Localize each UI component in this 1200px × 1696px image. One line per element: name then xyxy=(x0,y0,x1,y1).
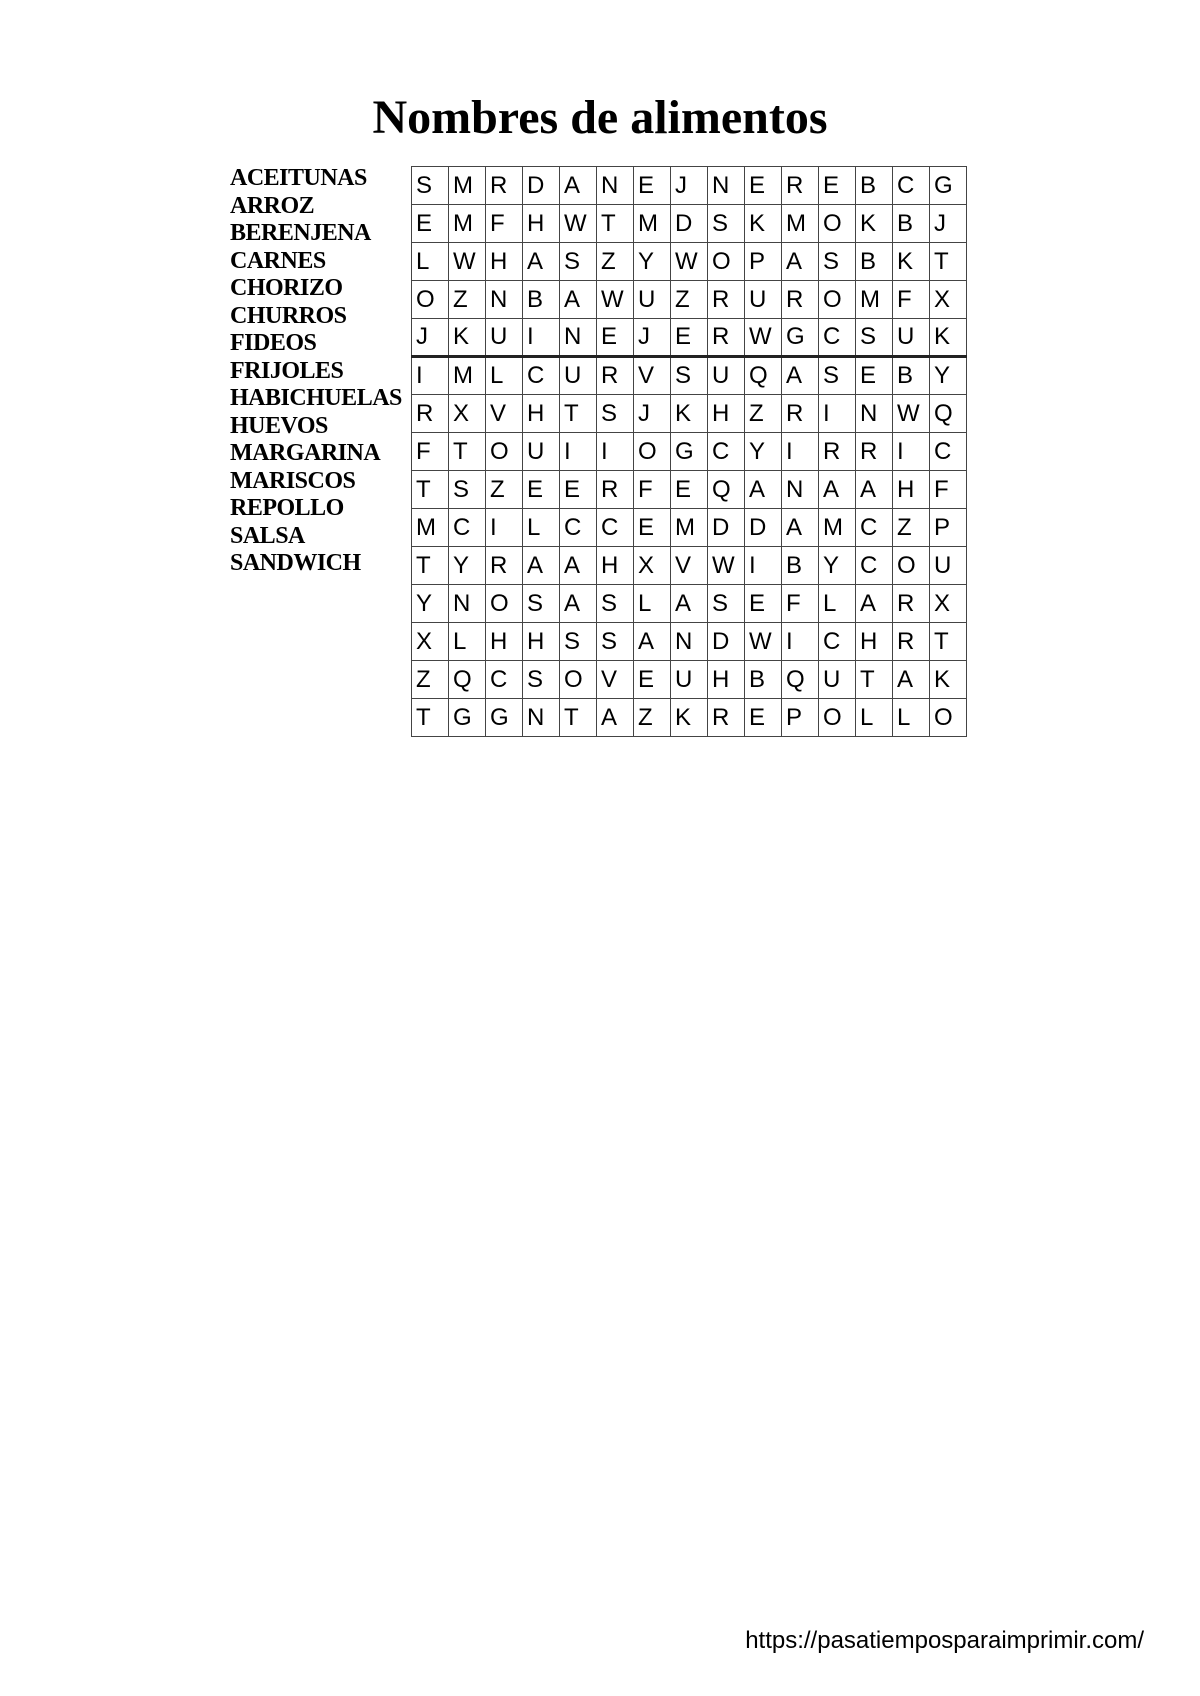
grid-cell[interactable]: M xyxy=(449,357,486,395)
grid-cell[interactable]: V xyxy=(671,547,708,585)
grid-cell[interactable]: S xyxy=(560,243,597,281)
grid-cell[interactable]: L xyxy=(893,699,930,737)
grid-cell[interactable]: E xyxy=(560,471,597,509)
grid-cell[interactable]: R xyxy=(893,623,930,661)
grid-cell[interactable]: L xyxy=(486,357,523,395)
grid-cell[interactable]: C xyxy=(597,509,634,547)
grid-row xyxy=(412,699,967,737)
grid-cell[interactable]: Y xyxy=(449,547,486,585)
grid-cell[interactable]: O xyxy=(930,699,967,737)
grid-cell[interactable]: U xyxy=(634,281,671,319)
grid-row xyxy=(412,243,967,281)
grid-cell[interactable]: W xyxy=(671,243,708,281)
grid-cell[interactable]: N xyxy=(782,471,819,509)
grid-cell[interactable]: R xyxy=(782,281,819,319)
grid-cell[interactable]: I xyxy=(782,623,819,661)
grid-cell[interactable]: L xyxy=(449,623,486,661)
grid-cell[interactable]: V xyxy=(597,661,634,699)
grid-cell[interactable]: N xyxy=(486,281,523,319)
grid-cell[interactable]: X xyxy=(449,395,486,433)
grid-cell[interactable]: J xyxy=(634,395,671,433)
grid-cell[interactable]: A xyxy=(782,357,819,395)
grid-cell[interactable]: S xyxy=(412,167,449,205)
grid-cell[interactable]: B xyxy=(856,243,893,281)
word-list-item: REPOLLO xyxy=(230,495,344,521)
grid-cell[interactable]: E xyxy=(745,167,782,205)
grid-cell[interactable]: A xyxy=(782,509,819,547)
grid-cell[interactable]: I xyxy=(597,433,634,471)
grid-cell[interactable]: X xyxy=(930,585,967,623)
grid-cell[interactable]: I xyxy=(560,433,597,471)
grid-cell[interactable]: E xyxy=(745,585,782,623)
grid-cell[interactable]: A xyxy=(782,243,819,281)
grid-row xyxy=(412,167,967,205)
grid-cell[interactable]: T xyxy=(412,471,449,509)
grid-cell[interactable]: K xyxy=(930,661,967,699)
grid-cell[interactable]: S xyxy=(819,357,856,395)
grid-cell[interactable]: Y xyxy=(634,243,671,281)
word-list-item: CHORIZO xyxy=(230,275,343,301)
grid-cell[interactable]: K xyxy=(745,205,782,243)
grid-row xyxy=(412,547,967,585)
grid-cell[interactable]: E xyxy=(597,319,634,357)
grid-cell[interactable]: T xyxy=(597,205,634,243)
grid-cell[interactable]: M xyxy=(449,205,486,243)
grid-cell[interactable]: V xyxy=(634,357,671,395)
grid-cell[interactable]: C xyxy=(856,547,893,585)
grid-cell[interactable]: T xyxy=(560,699,597,737)
grid-cell[interactable]: O xyxy=(708,243,745,281)
grid-cell[interactable]: B xyxy=(745,661,782,699)
grid-cell[interactable]: Z xyxy=(745,395,782,433)
grid-row xyxy=(412,319,967,357)
grid-cell[interactable]: N xyxy=(856,395,893,433)
grid-cell[interactable]: A xyxy=(523,547,560,585)
grid-cell[interactable]: S xyxy=(597,395,634,433)
grid-row xyxy=(412,433,967,471)
grid-cell[interactable]: A xyxy=(893,661,930,699)
grid-cell[interactable]: T xyxy=(560,395,597,433)
grid-cell[interactable]: W xyxy=(597,281,634,319)
grid-cell[interactable]: J xyxy=(412,319,449,357)
word-list-item: HABICHUELAS xyxy=(230,385,402,411)
grid-cell[interactable]: A xyxy=(597,699,634,737)
grid-cell[interactable]: K xyxy=(856,205,893,243)
grid-cell[interactable]: M xyxy=(412,509,449,547)
grid-cell[interactable]: R xyxy=(412,395,449,433)
grid-cell[interactable]: U xyxy=(708,357,745,395)
grid-cell[interactable]: D xyxy=(708,509,745,547)
grid-cell[interactable]: N xyxy=(597,167,634,205)
grid-row xyxy=(412,357,967,395)
grid-cell[interactable]: X xyxy=(412,623,449,661)
grid-cell[interactable]: C xyxy=(930,433,967,471)
grid-cell[interactable]: O xyxy=(560,661,597,699)
grid-cell[interactable]: B xyxy=(782,547,819,585)
grid-cell[interactable]: M xyxy=(671,509,708,547)
grid-cell[interactable]: R xyxy=(597,357,634,395)
grid-cell[interactable]: H xyxy=(523,623,560,661)
grid-cell[interactable]: I xyxy=(893,433,930,471)
grid-cell[interactable]: C xyxy=(819,623,856,661)
grid-cell[interactable]: B xyxy=(893,205,930,243)
grid-cell[interactable]: F xyxy=(486,205,523,243)
grid-cell[interactable]: S xyxy=(708,205,745,243)
grid-cell[interactable]: T xyxy=(449,433,486,471)
grid-cell[interactable]: A xyxy=(560,281,597,319)
grid-cell[interactable]: O xyxy=(412,281,449,319)
word-list-item: CHURROS xyxy=(230,302,347,329)
grid-row xyxy=(412,623,967,661)
grid-cell[interactable]: H xyxy=(893,471,930,509)
grid-cell[interactable]: G xyxy=(486,699,523,737)
grid-cell[interactable]: A xyxy=(560,547,597,585)
grid-cell[interactable]: O xyxy=(893,547,930,585)
grid-row xyxy=(412,509,967,547)
grid-cell[interactable]: R xyxy=(708,281,745,319)
grid-cell[interactable]: N xyxy=(708,167,745,205)
grid-cell[interactable]: R xyxy=(782,167,819,205)
grid-cell[interactable]: N xyxy=(523,699,560,737)
grid-cell[interactable]: F xyxy=(634,471,671,509)
grid-cell[interactable]: L xyxy=(523,509,560,547)
grid-cell[interactable]: C xyxy=(893,167,930,205)
grid-cell[interactable]: C xyxy=(449,509,486,547)
grid-cell[interactable]: G xyxy=(449,699,486,737)
grid-cell[interactable]: E xyxy=(819,167,856,205)
grid-cell[interactable]: I xyxy=(412,357,449,395)
grid-row xyxy=(412,395,967,433)
grid-cell[interactable]: E xyxy=(634,509,671,547)
grid-row xyxy=(412,205,967,243)
grid-cell[interactable]: J xyxy=(930,205,967,243)
grid-cell[interactable]: S xyxy=(819,243,856,281)
grid-cell[interactable]: T xyxy=(412,547,449,585)
grid-cell[interactable]: I xyxy=(523,319,560,357)
grid-cell[interactable]: O xyxy=(819,699,856,737)
grid-cell[interactable]: Z xyxy=(893,509,930,547)
grid-cell[interactable]: P xyxy=(782,699,819,737)
grid-cell[interactable]: H xyxy=(486,623,523,661)
word-list-item: BERENJENA xyxy=(230,220,371,246)
grid-cell[interactable]: S xyxy=(597,585,634,623)
grid-cell[interactable]: N xyxy=(560,319,597,357)
grid-cell[interactable]: Z xyxy=(634,699,671,737)
grid-cell[interactable]: R xyxy=(708,699,745,737)
grid-cell[interactable]: U xyxy=(560,357,597,395)
grid-cell[interactable]: A xyxy=(856,471,893,509)
grid-cell[interactable]: U xyxy=(819,661,856,699)
grid-cell[interactable]: F xyxy=(930,471,967,509)
grid-cell[interactable]: D xyxy=(523,167,560,205)
grid-cell[interactable]: T xyxy=(930,623,967,661)
grid-cell[interactable]: Y xyxy=(745,433,782,471)
grid-cell[interactable]: R xyxy=(708,319,745,357)
grid-cell[interactable]: C xyxy=(486,661,523,699)
grid-row xyxy=(412,585,967,623)
grid-cell[interactable]: L xyxy=(634,585,671,623)
grid-row xyxy=(412,281,967,319)
grid-cell[interactable]: E xyxy=(634,661,671,699)
grid-cell[interactable]: Z xyxy=(671,281,708,319)
grid-cell[interactable]: W xyxy=(708,547,745,585)
grid-cell[interactable]: I xyxy=(486,509,523,547)
grid-cell[interactable]: K xyxy=(671,395,708,433)
grid-cell[interactable]: X xyxy=(930,281,967,319)
grid-cell[interactable]: G xyxy=(782,319,819,357)
grid-cell[interactable]: H xyxy=(523,205,560,243)
grid-cell[interactable]: O xyxy=(819,205,856,243)
grid-cell[interactable]: P xyxy=(745,243,782,281)
grid-cell[interactable]: S xyxy=(560,623,597,661)
grid-cell[interactable]: C xyxy=(819,319,856,357)
grid-cell[interactable]: Q xyxy=(449,661,486,699)
grid-cell[interactable]: X xyxy=(634,547,671,585)
grid-cell[interactable]: L xyxy=(412,243,449,281)
grid-cell[interactable]: F xyxy=(412,433,449,471)
grid-cell[interactable]: U xyxy=(523,433,560,471)
grid-cell[interactable]: M xyxy=(634,205,671,243)
grid-cell[interactable]: W xyxy=(745,319,782,357)
grid-cell[interactable]: R xyxy=(893,585,930,623)
word-list-item: SALSA xyxy=(230,522,305,549)
grid-cell[interactable]: U xyxy=(745,281,782,319)
grid-cell[interactable]: H xyxy=(486,243,523,281)
grid-cell[interactable]: G xyxy=(930,167,967,205)
grid-cell[interactable]: D xyxy=(745,509,782,547)
grid-cell[interactable]: M xyxy=(856,281,893,319)
grid-cell[interactable]: P xyxy=(930,509,967,547)
grid-cell[interactable]: M xyxy=(782,205,819,243)
grid-cell[interactable]: I xyxy=(745,547,782,585)
grid-cell[interactable]: A xyxy=(634,623,671,661)
grid-cell[interactable]: L xyxy=(856,699,893,737)
grid-cell[interactable]: Z xyxy=(449,281,486,319)
letter-grid xyxy=(411,166,967,737)
grid-cell[interactable]: S xyxy=(449,471,486,509)
grid-cell[interactable]: W xyxy=(449,243,486,281)
footer-url: https://pasatiemposparaimprimir.com/ xyxy=(745,1627,1144,1654)
grid-cell[interactable]: E xyxy=(671,471,708,509)
grid-cell[interactable]: D xyxy=(708,623,745,661)
grid-cell[interactable]: O xyxy=(486,433,523,471)
grid-cell[interactable]: S xyxy=(671,357,708,395)
word-list-item: SANDWICH xyxy=(230,550,361,576)
grid-cell[interactable]: Z xyxy=(486,471,523,509)
grid-cell[interactable]: Z xyxy=(412,661,449,699)
grid-cell[interactable]: Q xyxy=(930,395,967,433)
grid-cell[interactable]: C xyxy=(560,509,597,547)
grid-cell[interactable]: S xyxy=(523,661,560,699)
grid-cell[interactable]: C xyxy=(856,509,893,547)
grid-cell[interactable]: H xyxy=(708,395,745,433)
grid-cell[interactable]: E xyxy=(634,167,671,205)
grid-cell[interactable]: Z xyxy=(597,243,634,281)
grid-cell[interactable]: A xyxy=(560,167,597,205)
grid-cell[interactable]: M xyxy=(449,167,486,205)
grid-cell[interactable]: C xyxy=(708,433,745,471)
grid-cell[interactable]: E xyxy=(671,319,708,357)
grid-cell[interactable]: K xyxy=(930,319,967,357)
grid-cell[interactable]: O xyxy=(819,281,856,319)
grid-cell[interactable]: Q xyxy=(708,471,745,509)
grid-cell[interactable]: B xyxy=(523,281,560,319)
grid-cell[interactable]: K xyxy=(893,243,930,281)
word-list-item: CARNES xyxy=(230,247,326,274)
grid-cell[interactable]: Y xyxy=(930,357,967,395)
grid-cell[interactable]: W xyxy=(560,205,597,243)
grid-cell[interactable]: U xyxy=(893,319,930,357)
grid-cell[interactable]: A xyxy=(671,585,708,623)
grid-cell[interactable]: R xyxy=(819,433,856,471)
grid-cell[interactable]: Q xyxy=(745,357,782,395)
grid-cell[interactable]: R xyxy=(486,167,523,205)
grid-cell[interactable]: V xyxy=(486,395,523,433)
grid-cell[interactable]: E xyxy=(523,471,560,509)
grid-cell[interactable]: E xyxy=(856,357,893,395)
grid-cell[interactable]: F xyxy=(893,281,930,319)
grid-cell[interactable]: S xyxy=(856,319,893,357)
grid-cell[interactable]: H xyxy=(523,395,560,433)
grid-cell[interactable]: U xyxy=(486,319,523,357)
grid-cell[interactable]: H xyxy=(856,623,893,661)
grid-cell[interactable]: A xyxy=(856,585,893,623)
grid-cell[interactable]: U xyxy=(671,661,708,699)
grid-cell[interactable]: L xyxy=(819,585,856,623)
word-list-item: ACEITUNAS xyxy=(230,165,367,191)
grid-cell[interactable]: F xyxy=(782,585,819,623)
grid-cell[interactable]: S xyxy=(523,585,560,623)
grid-cell[interactable]: G xyxy=(671,433,708,471)
grid-cell[interactable]: R xyxy=(782,395,819,433)
grid-cell[interactable]: E xyxy=(745,699,782,737)
grid-cell[interactable]: A xyxy=(819,471,856,509)
grid-cell[interactable]: O xyxy=(486,585,523,623)
word-list xyxy=(230,165,402,578)
grid-cell[interactable]: M xyxy=(819,509,856,547)
grid-cell[interactable]: T xyxy=(412,699,449,737)
grid-cell[interactable]: B xyxy=(893,357,930,395)
word-list-item: FIDEOS xyxy=(230,330,317,356)
grid-cell[interactable]: H xyxy=(597,547,634,585)
grid-cell[interactable]: C xyxy=(523,357,560,395)
grid-cell[interactable]: R xyxy=(856,433,893,471)
grid-cell[interactable]: A xyxy=(560,585,597,623)
word-list-item: MARISCOS xyxy=(230,467,356,494)
grid-cell[interactable]: Q xyxy=(782,661,819,699)
grid-cell[interactable]: N xyxy=(449,585,486,623)
grid-cell[interactable]: S xyxy=(708,585,745,623)
grid-cell[interactable]: U xyxy=(930,547,967,585)
grid-cell[interactable]: R xyxy=(486,547,523,585)
grid-cell[interactable]: I xyxy=(782,433,819,471)
grid-cell[interactable]: R xyxy=(597,471,634,509)
grid-cell[interactable]: Y xyxy=(412,585,449,623)
grid-cell[interactable]: T xyxy=(856,661,893,699)
grid-cell[interactable]: Y xyxy=(819,547,856,585)
grid-cell[interactable]: E xyxy=(412,205,449,243)
grid-cell[interactable]: A xyxy=(745,471,782,509)
grid-cell[interactable]: N xyxy=(671,623,708,661)
grid-cell[interactable]: J xyxy=(634,319,671,357)
grid-cell[interactable]: I xyxy=(819,395,856,433)
grid-cell[interactable]: D xyxy=(671,205,708,243)
word-list-item: FRIJOLES xyxy=(230,357,344,384)
grid-cell[interactable]: S xyxy=(597,623,634,661)
grid-cell[interactable]: B xyxy=(856,167,893,205)
grid-cell[interactable]: W xyxy=(893,395,930,433)
word-list-item: HUEVOS xyxy=(230,412,328,439)
word-list-item: ARROZ xyxy=(230,192,315,219)
grid-cell[interactable]: J xyxy=(671,167,708,205)
grid-row xyxy=(412,471,967,509)
grid-cell[interactable]: K xyxy=(671,699,708,737)
grid-cell[interactable]: A xyxy=(523,243,560,281)
grid-row xyxy=(412,661,967,699)
grid-cell[interactable]: W xyxy=(745,623,782,661)
page-title: Nombres de alimentos xyxy=(372,91,828,144)
grid-cell[interactable]: O xyxy=(634,433,671,471)
grid-cell[interactable]: H xyxy=(708,661,745,699)
grid-cell[interactable]: K xyxy=(449,319,486,357)
word-list-item: MARGARINA xyxy=(230,440,381,466)
grid-cell[interactable]: T xyxy=(930,243,967,281)
